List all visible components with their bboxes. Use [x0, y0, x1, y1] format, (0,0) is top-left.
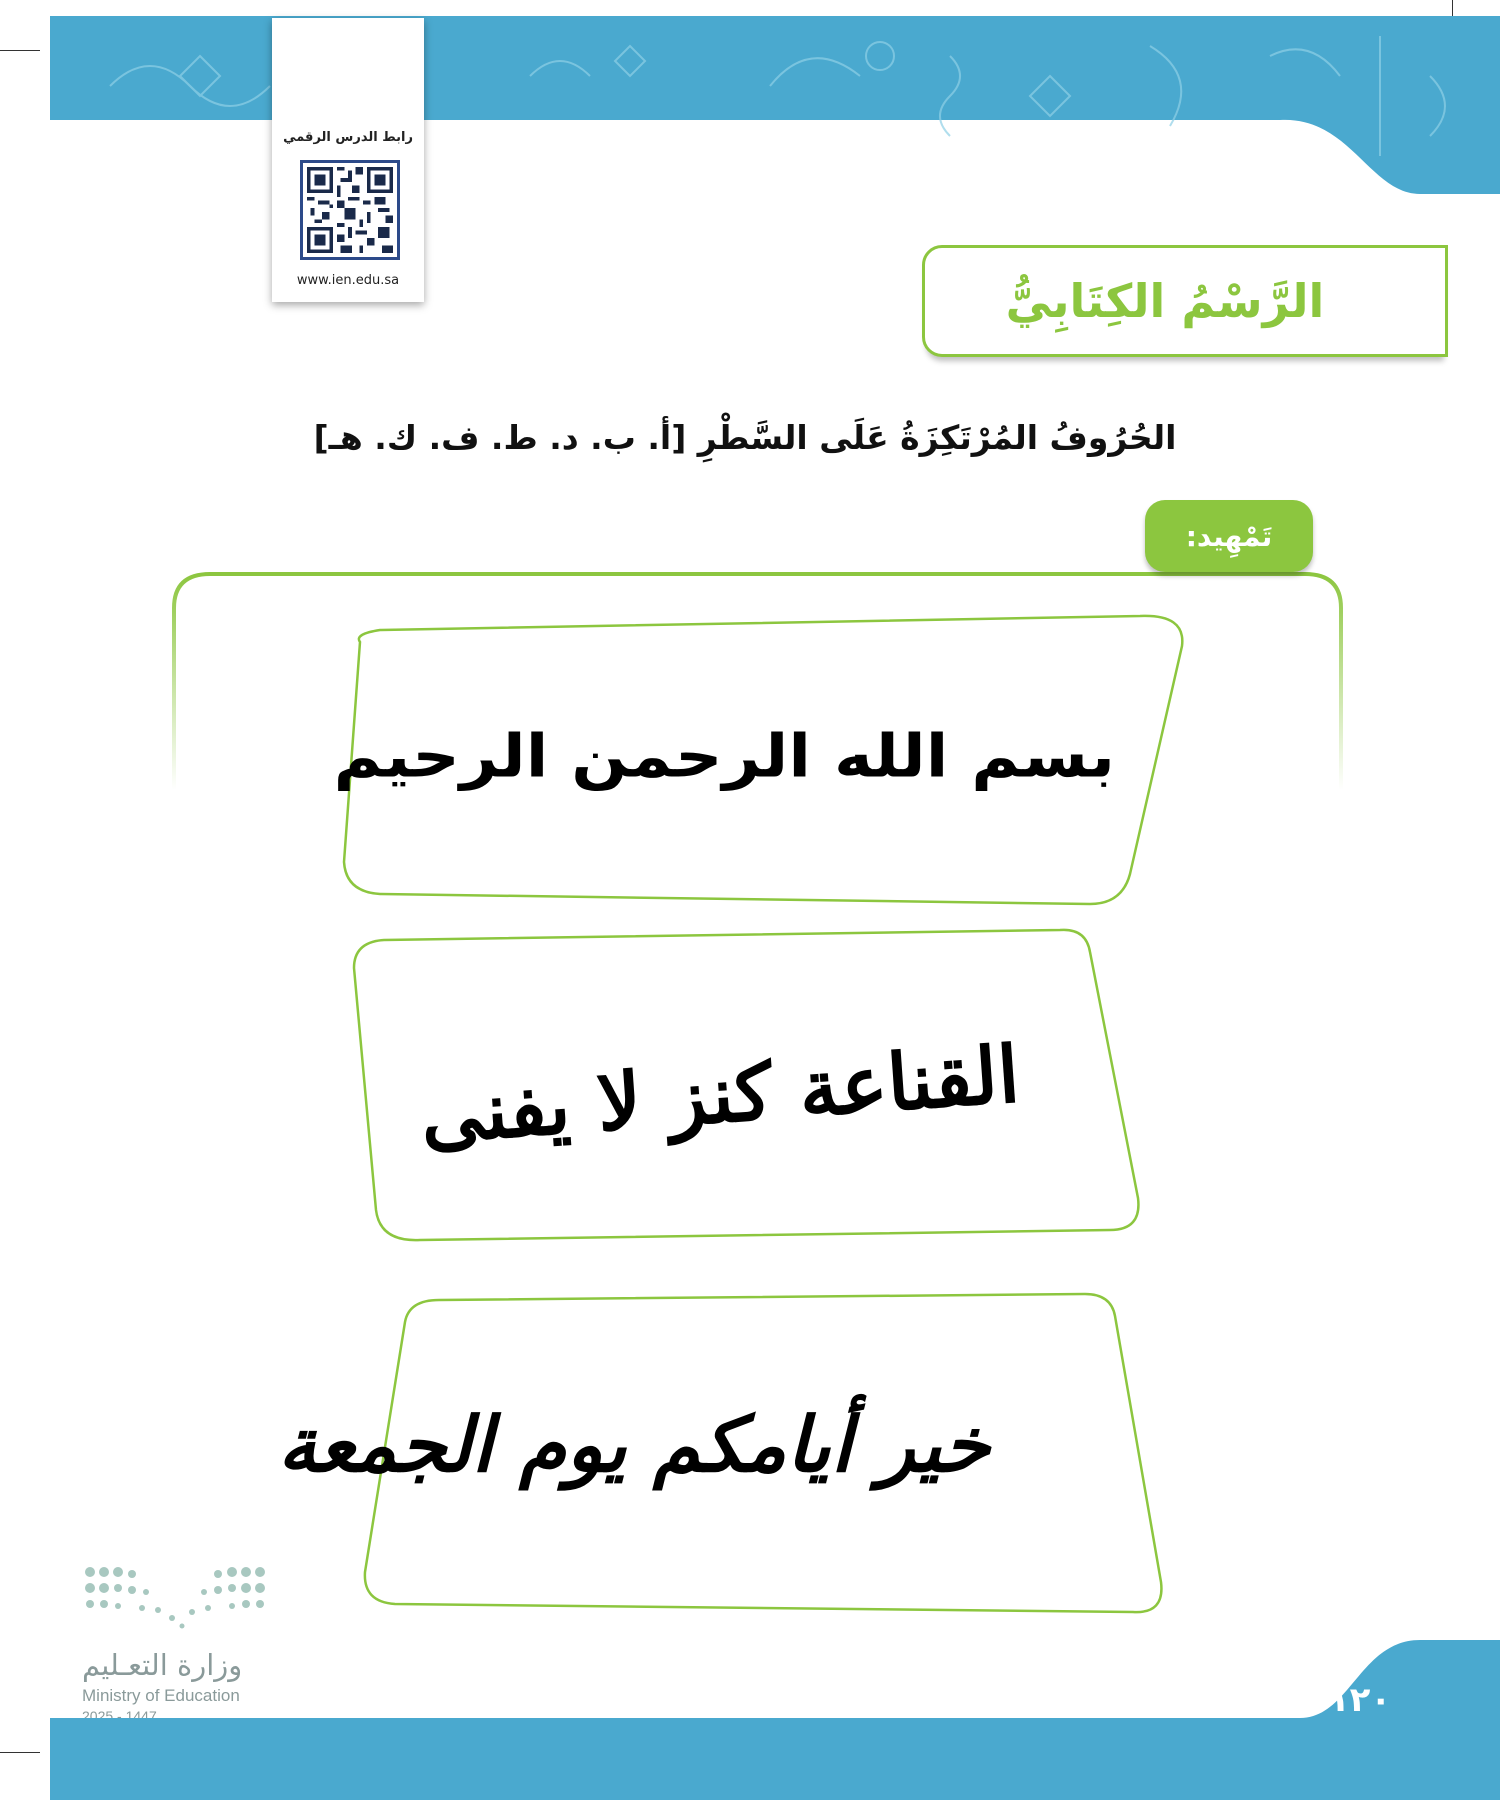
ministry-name-english: Ministry of Education [82, 1686, 240, 1705]
qr-label: رابط الدرس الرقمي [283, 130, 413, 145]
calligraphy-basmala: بسم الله الرحمن الرحيم [333, 721, 1115, 792]
crop-mark [0, 1752, 40, 1753]
qr-code-icon[interactable] [300, 160, 400, 260]
calligraphy-jumuah: خير أيامكم يوم الجمعة [277, 1400, 990, 1489]
crop-mark [0, 50, 40, 51]
intro-badge [1145, 500, 1313, 572]
edition-year: 2025 - 1447 [82, 1708, 157, 1724]
page-number: ١٢٠ [1328, 1680, 1392, 1720]
ministry-logo-icon [82, 1562, 268, 1642]
header-band [50, 16, 1500, 201]
intro-label: تَمْهِيد: [1185, 519, 1273, 553]
lesson-subtitle: الحُرُوفُ المُرْتَكِزَةُ عَلَى السَّطْرِ [أ. ب. د. ط. ف. ك. هـ] [313, 418, 1177, 457]
qr-card[interactable] [272, 18, 424, 302]
calligraphy-qanaa: القناعة كنز لا يفنى [417, 1029, 1023, 1162]
ministry-name-arabic: وزارة التعـليم [82, 1648, 243, 1682]
lesson-title: الرَّسْمُ الكِتَابِيُّ [1005, 274, 1325, 328]
lesson-title-box [922, 245, 1448, 357]
qr-url[interactable]: www.ien.edu.sa [296, 273, 400, 288]
footer-band [50, 1640, 1500, 1800]
